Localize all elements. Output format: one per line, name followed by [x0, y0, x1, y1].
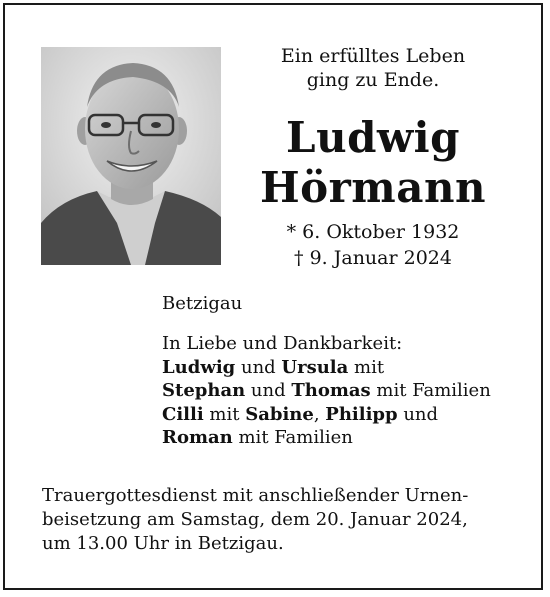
- connector-text: mit Familien: [232, 427, 353, 448]
- mourner-name: Roman: [162, 427, 233, 448]
- intro-line-2: ging zu Ende.: [306, 69, 440, 91]
- connector-text: ,: [313, 403, 326, 425]
- connector-text: und: [245, 380, 292, 401]
- mourner-name: Ursula: [281, 356, 349, 378]
- connector-text: mit Familien: [370, 380, 491, 401]
- notice-line-3: um 13.00 Uhr in Betzigau.: [42, 533, 284, 554]
- death-symbol: †: [294, 247, 304, 269]
- mourner-name: Sabine: [245, 403, 314, 425]
- connector-text: und: [397, 403, 439, 425]
- portrait-photo: [41, 47, 221, 265]
- mourner-name: Cilli: [162, 403, 204, 425]
- birth-symbol: *: [286, 221, 297, 243]
- intro-text: [253, 44, 493, 92]
- life-dates: [253, 219, 493, 271]
- birth-date-line: [253, 219, 493, 245]
- notice-line-1: Trauergottesdienst mit anschließender Urnen-: [42, 485, 469, 506]
- mourners-line-3: [162, 403, 491, 427]
- mourner-name: Thomas: [291, 380, 371, 401]
- notice-line-2: beisetzung am Samstag, dem 20. Januar 2024,: [42, 509, 468, 530]
- birth-date: 6. Oktober 1932: [302, 221, 460, 243]
- connector-text: und: [235, 356, 282, 378]
- deceased-name: [240, 113, 506, 213]
- mourner-name: Philipp: [325, 403, 398, 425]
- connector-text: mit: [203, 403, 246, 425]
- death-date-line: [253, 245, 493, 271]
- connector-text: mit: [348, 356, 385, 378]
- funeral-notice: [42, 484, 512, 556]
- mourners-line-4: [162, 426, 491, 450]
- last-name: Hörmann: [259, 163, 487, 212]
- mourner-name: Stephan: [162, 380, 246, 401]
- first-name: Ludwig: [286, 113, 460, 162]
- mourners-line-2: [162, 379, 491, 403]
- mourners-line-1: [162, 356, 491, 380]
- death-date: 9. Januar 2024: [309, 247, 452, 269]
- mourners-heading: In Liebe und Dankbarkeit:: [162, 333, 403, 354]
- mourners-block: [162, 332, 491, 450]
- intro-line-1: Ein erfülltes Leben: [280, 45, 466, 67]
- place-name: Betzigau: [162, 293, 243, 314]
- mourner-name: Ludwig: [162, 356, 236, 378]
